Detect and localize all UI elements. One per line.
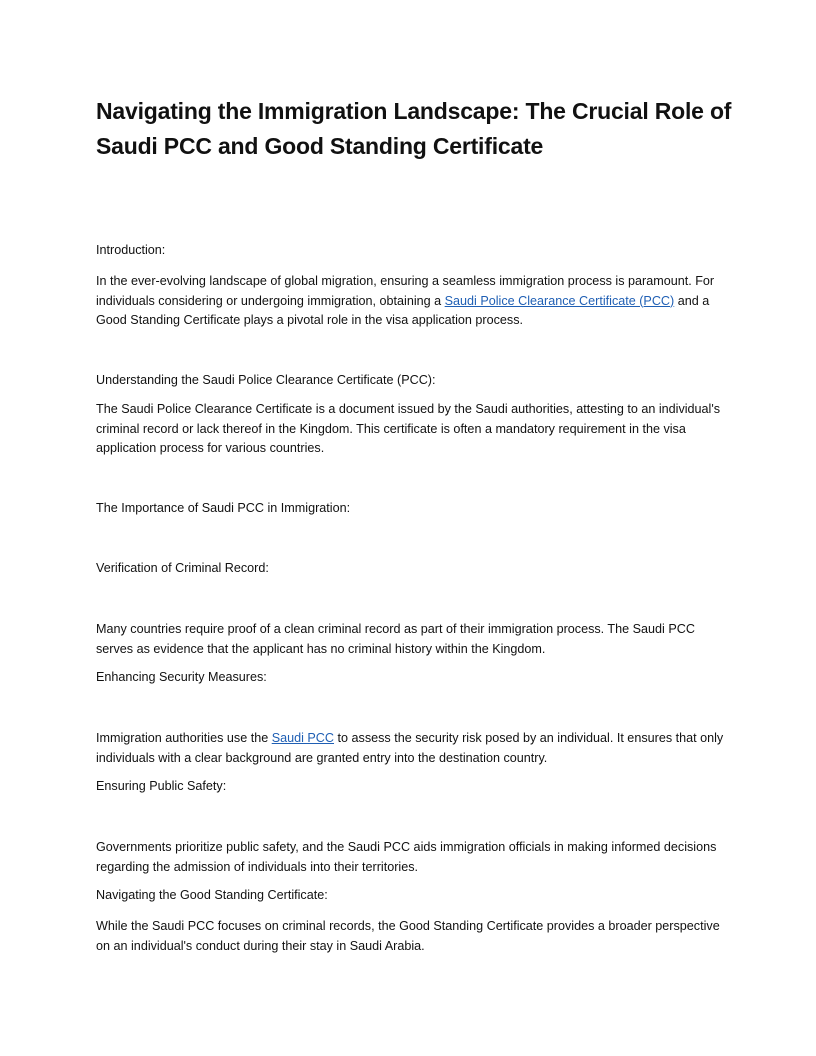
saudi-pcc-short-link[interactable]: Saudi PCC: [271, 731, 335, 745]
saudi-pcc-link[interactable]: Saudi Police Clearance Certificate (PCC): [444, 293, 675, 308]
understanding-heading: Understanding the Saudi Police Clearance Certificate (PCC):: [96, 373, 436, 387]
verification-heading: Verification of Criminal Record:: [96, 561, 269, 575]
verification-paragraph: Many countries require proof of a clean criminal record as part of their immigration process. The Saudi PCC serves as evidence that the applicant has no criminal history within the Kingdom.: [96, 622, 695, 656]
intro-text-after: and a Good Standing Certificate plays a pivotal role in the visa application process.: [96, 293, 710, 327]
good-standing-paragraph: While the Saudi PCC focuses on criminal records, the Good Standing Certificate provides a broader perspective on an individual's conduct during their stay in Saudi Arabia.: [96, 919, 720, 953]
safety-heading: Ensuring Public Safety:: [96, 779, 227, 793]
good-standing-heading: Navigating the Good Standing Certificate:: [96, 888, 328, 902]
security-text-after: to assess the security risk posed by an individual. It ensures that only individuals with a clear background are granted entry into the destination country.: [96, 731, 724, 765]
intro-paragraph: [96, 272, 724, 331]
importance-heading: The Importance of Saudi PCC in Immigration:: [96, 501, 351, 515]
understanding-paragraph: The Saudi Police Clearance Certificate is a document issued by the Saudi authorities, attesting to an individual's criminal record or lack thereof in the Kingdom. This certificate is often a mandatory requirement in the visa application process for various countries.: [96, 402, 721, 455]
intro-text-before: In the ever-evolving landscape of global migration, ensuring a seamless immigration process is paramount. For individuals considering or undergoing immigration, obtaining a: [96, 274, 715, 308]
security-paragraph: [96, 729, 724, 768]
security-heading: Enhancing Security Measures:: [96, 670, 267, 684]
security-text-before: Immigration authorities use the: [96, 731, 272, 745]
intro-heading: Introduction:: [96, 243, 166, 257]
safety-paragraph: Governments prioritize public safety, and the Saudi PCC aids immigration officials in making informed decisions regarding the admission of individuals into their territories.: [96, 840, 717, 874]
document-title: Navigating the Immigration Landscape: The Crucial Role of Saudi PCC and Good Standing Certificate: [96, 98, 732, 159]
